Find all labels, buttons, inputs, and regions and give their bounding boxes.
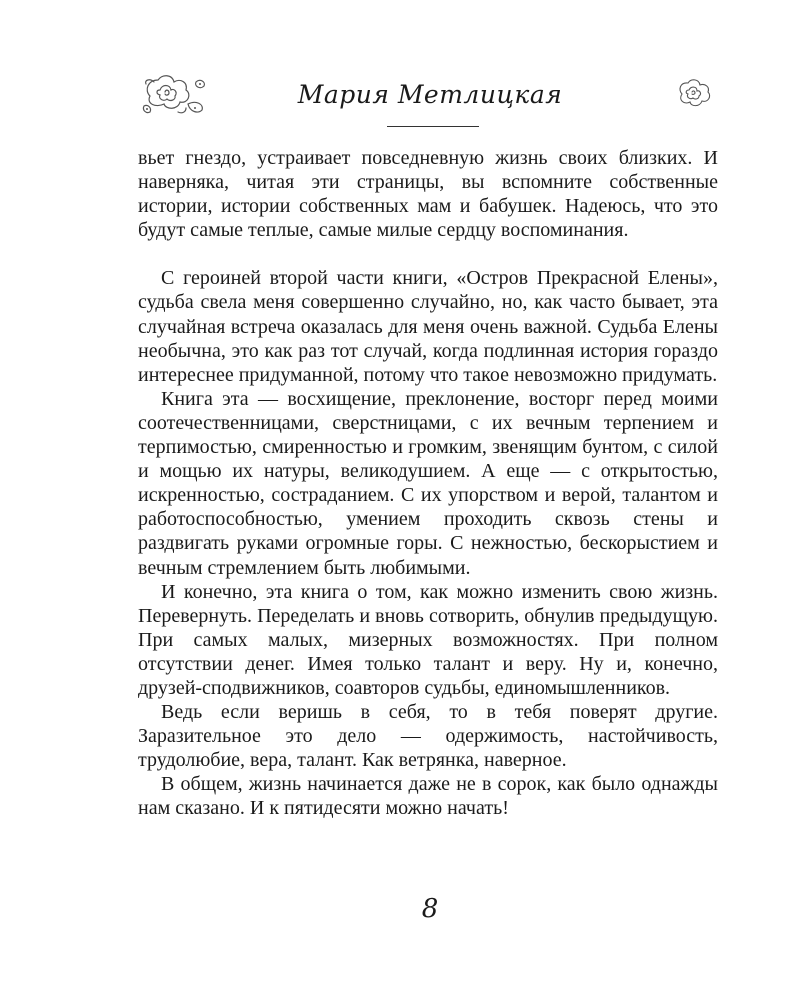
page-number: 8 — [421, 894, 439, 924]
header-divider — [387, 126, 479, 127]
paragraph: Книга эта — восхищение, преклонение, восторг перед моими соотечественницами, сверстницами, с их вечным терпением и терпимостью, смиренностью и громким, звенящим бунтом, с силой и мощью их натуры, великодушием. А еще — с открытостью, искренностью, состраданием. С их упорством и верой, талантом и работоспособностью, умением проходить сквозь стены и раздвигать руками огромные горы. С нежностью, бескорыстием и вечным стремлением быть любимыми. — [138, 387, 718, 579]
rose-ornament-icon — [674, 76, 716, 110]
paragraph: С героиней второй части книги, «Остров Прекрасной Елены», судьба свела меня совершенно случайно, но, как часто бывает, эта случайная встреча оказалась для меня очень важной. Судьба Елены необычна, это как раз тот случай, когда подлинная история гораздо интереснее придуманной, потому что такое невозможно придумать. — [138, 267, 718, 386]
main-text — [138, 146, 718, 821]
paragraph: Ведь если веришь в себя, то в тебя поверят другие. Заразительное это дело — одержимость, настойчивость, трудолюбие, вера, талант. Как ветрянка, наверное. — [138, 701, 718, 772]
paragraph: И конечно, эта книга о том, как можно изменить свою жизнь. Перевернуть. Переделать и вновь сотворить, обнулив предыдущую. При самых малых, мизерных возможностях. При полном отсутствии денег. Имея только талант и веру. Ну и, конечно, друзей-сподвижников, соавторов судьбы, единомышленников. — [138, 580, 718, 699]
paragraph: В общем, жизнь начинается даже не в сорок, как было однажды нам сказано. И к пятидесяти можно начать! — [138, 773, 718, 820]
paragraph: вьет гнездо, устраивает повседневную жизнь своих близких. И наверняка, читая эти страницы, вы вспомните собственные истории, истории собственных мам и бабушек. Надеюсь, что это будут самые теплые, самые милые сердцу воспоминания. — [138, 147, 718, 242]
author-name: Мария Метлицкая — [297, 80, 563, 109]
running-header — [0, 68, 800, 128]
